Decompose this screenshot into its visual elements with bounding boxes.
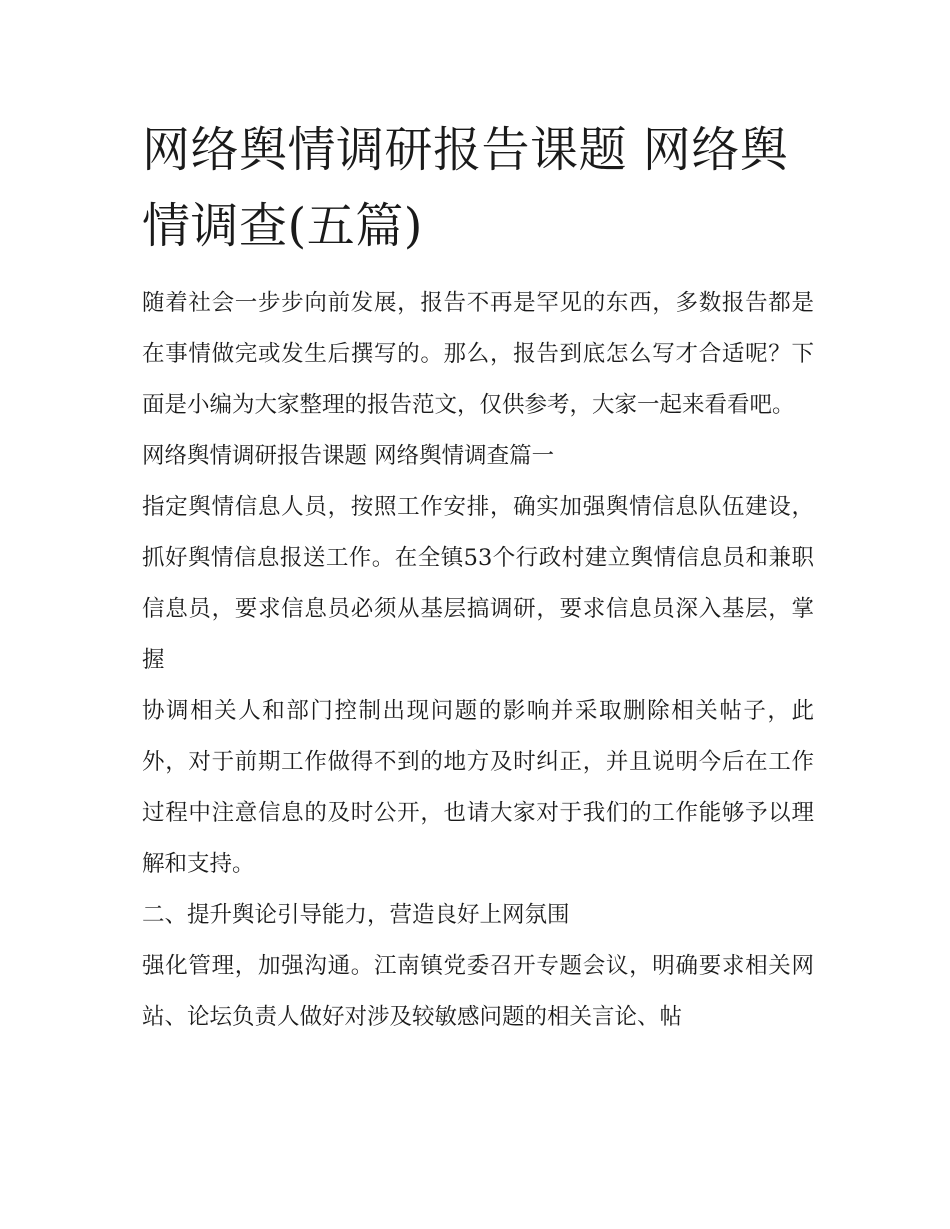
- document-page: [142, 112, 814, 1043]
- intro-paragraph: 随着社会一步步向前发展，报告不再是罕见的东西，多数报告都是在事情做完或发生后撰写的。那么，报告到底怎么写才合适呢？下面是小编为大家整理的报告范文，仅供参考，大家一起来看看吧。: [142, 290, 814, 418]
- body-paragraph: 指定舆情信息人员，按照工作安排，确实加强舆情信息队伍建设，抓好舆情信息报送工作。在全镇53个行政村建立舆情信息员和兼职信息员，要求信息员必须从基层搞调研，要求信息员深入基层，掌握: [142, 494, 814, 673]
- body-paragraph: 强化管理，加强沟通。江南镇党委召开专题会议，明确要求相关网站、论坛负责人做好对涉及较敏感问题的相关言论、帖: [142, 953, 814, 1030]
- section-heading-two: 二、提升舆论引导能力，营造良好上网氛围: [142, 902, 570, 928]
- body-paragraph: 协调相关人和部门控制出现问题的影响并采取删除相关帖子，此外，对于前期工作做得不到的地方及时纠正，并且说明今后在工作过程中注意信息的及时公开，也请大家对于我们的工作能够予以理解和支持。: [142, 698, 814, 877]
- document-title: 网络舆情调研报告课题 网络舆情调查(五篇): [142, 122, 789, 254]
- section-heading-part-one: 网络舆情调研报告课题 网络舆情调查篇一: [142, 443, 555, 469]
